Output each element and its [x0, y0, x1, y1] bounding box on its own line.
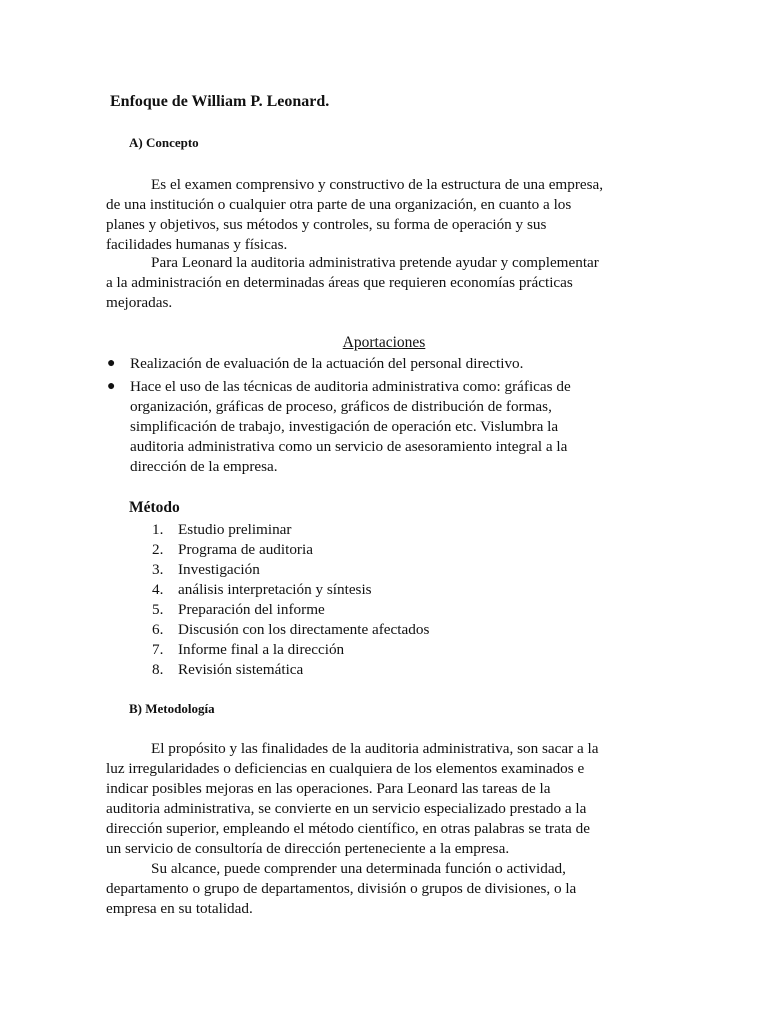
text-line: indicar posibles mejoras en las operaciones. Para Leonard las tareas de la [106, 780, 551, 797]
text-line: facilidades humanas y físicas. [106, 236, 288, 253]
text-line: mejoradas. [106, 294, 173, 311]
step-label: Preparación del informe [178, 601, 325, 618]
step-label: Informe final a la dirección [178, 641, 345, 658]
text-line: luz irregularidades o deficiencias en cualquiera de los elementos examinados e [106, 760, 585, 777]
concepto-paragraph-1 [106, 175, 666, 255]
step-number: 4. [152, 581, 164, 598]
text-line: simplificación de trabajo, investigación de operación etc. Vislumbra la [130, 418, 559, 435]
text-line: a la administración en determinadas áreas que requieren economías prácticas [106, 274, 573, 291]
aportaciones-heading-text: Aportaciones [342, 334, 426, 351]
step-label: Discusión con los directamente afectados [178, 621, 430, 638]
step-number: 5. [152, 601, 164, 618]
metodologia-paragraph-1 [106, 739, 666, 859]
bullet-icon: ● [107, 356, 116, 371]
step-number: 8. [152, 661, 164, 678]
step-label: Investigación [178, 561, 260, 578]
text-line: Realización de evaluación de la actuación del personal directivo. [130, 355, 524, 372]
concepto-heading: A) Concepto [129, 135, 199, 150]
concepto-paragraph-2 [106, 253, 666, 313]
step-number: 2. [152, 541, 164, 558]
text-line: empresa en su totalidad. [106, 900, 253, 917]
step-label: Revisión sistemática [178, 661, 304, 678]
text-line: Su alcance, puede comprender una determinada función o actividad, [151, 860, 566, 877]
step-label: análisis interpretación y síntesis [178, 581, 372, 598]
text-line: de una institución o cualquier otra parte de una organización, en cuanto a los [106, 196, 572, 213]
text-line: un servicio de consultoría de dirección perteneciente a la empresa. [106, 840, 510, 857]
list-item [0, 354, 768, 374]
metodologia-paragraph-2 [106, 859, 666, 919]
list-item [0, 377, 768, 477]
text-line: dirección de la empresa. [130, 458, 278, 475]
text-line: auditoria administrativa como un servicio de asesoramiento integral a la [130, 438, 568, 455]
metodo-heading: Método [129, 499, 180, 516]
text-line: dirección superior, empleando el método científico, en otras palabras se trata de [106, 820, 590, 837]
text-line: Hace el uso de las técnicas de auditoria administrativa como: gráficas de [130, 378, 571, 395]
text-line: departamento o grupo de departamentos, división o grupos de divisiones, o la [106, 880, 577, 897]
text-line: Es el examen comprensivo y constructivo de la estructura de una empresa, [151, 176, 604, 193]
step-number: 7. [152, 641, 164, 658]
text-line: El propósito y las finalidades de la auditoria administrativa, son sacar a la [151, 740, 599, 757]
bullet-icon: ● [107, 379, 116, 394]
document-title: Enfoque de William P. Leonard. [110, 93, 330, 110]
aportaciones-heading [0, 334, 768, 352]
step-number: 3. [152, 561, 164, 578]
step-number: 1. [152, 521, 164, 538]
step-label: Estudio preliminar [178, 521, 292, 538]
text-line: Para Leonard la auditoria administrativa pretende ayudar y complementar [151, 254, 599, 271]
text-line: auditoria administrativa, se convierte en un servicio especializado prestado a la [106, 800, 587, 817]
text-line: planes y objetivos, sus métodos y controles, su forma de operación y sus [106, 216, 547, 233]
text-line: organización, gráficas de proceso, gráficos de distribución de formas, [130, 398, 552, 415]
metodologia-heading: B) Metodología [129, 701, 215, 716]
step-label: Programa de auditoria [178, 541, 313, 558]
aportaciones-list [0, 354, 768, 477]
step-number: 6. [152, 621, 164, 638]
